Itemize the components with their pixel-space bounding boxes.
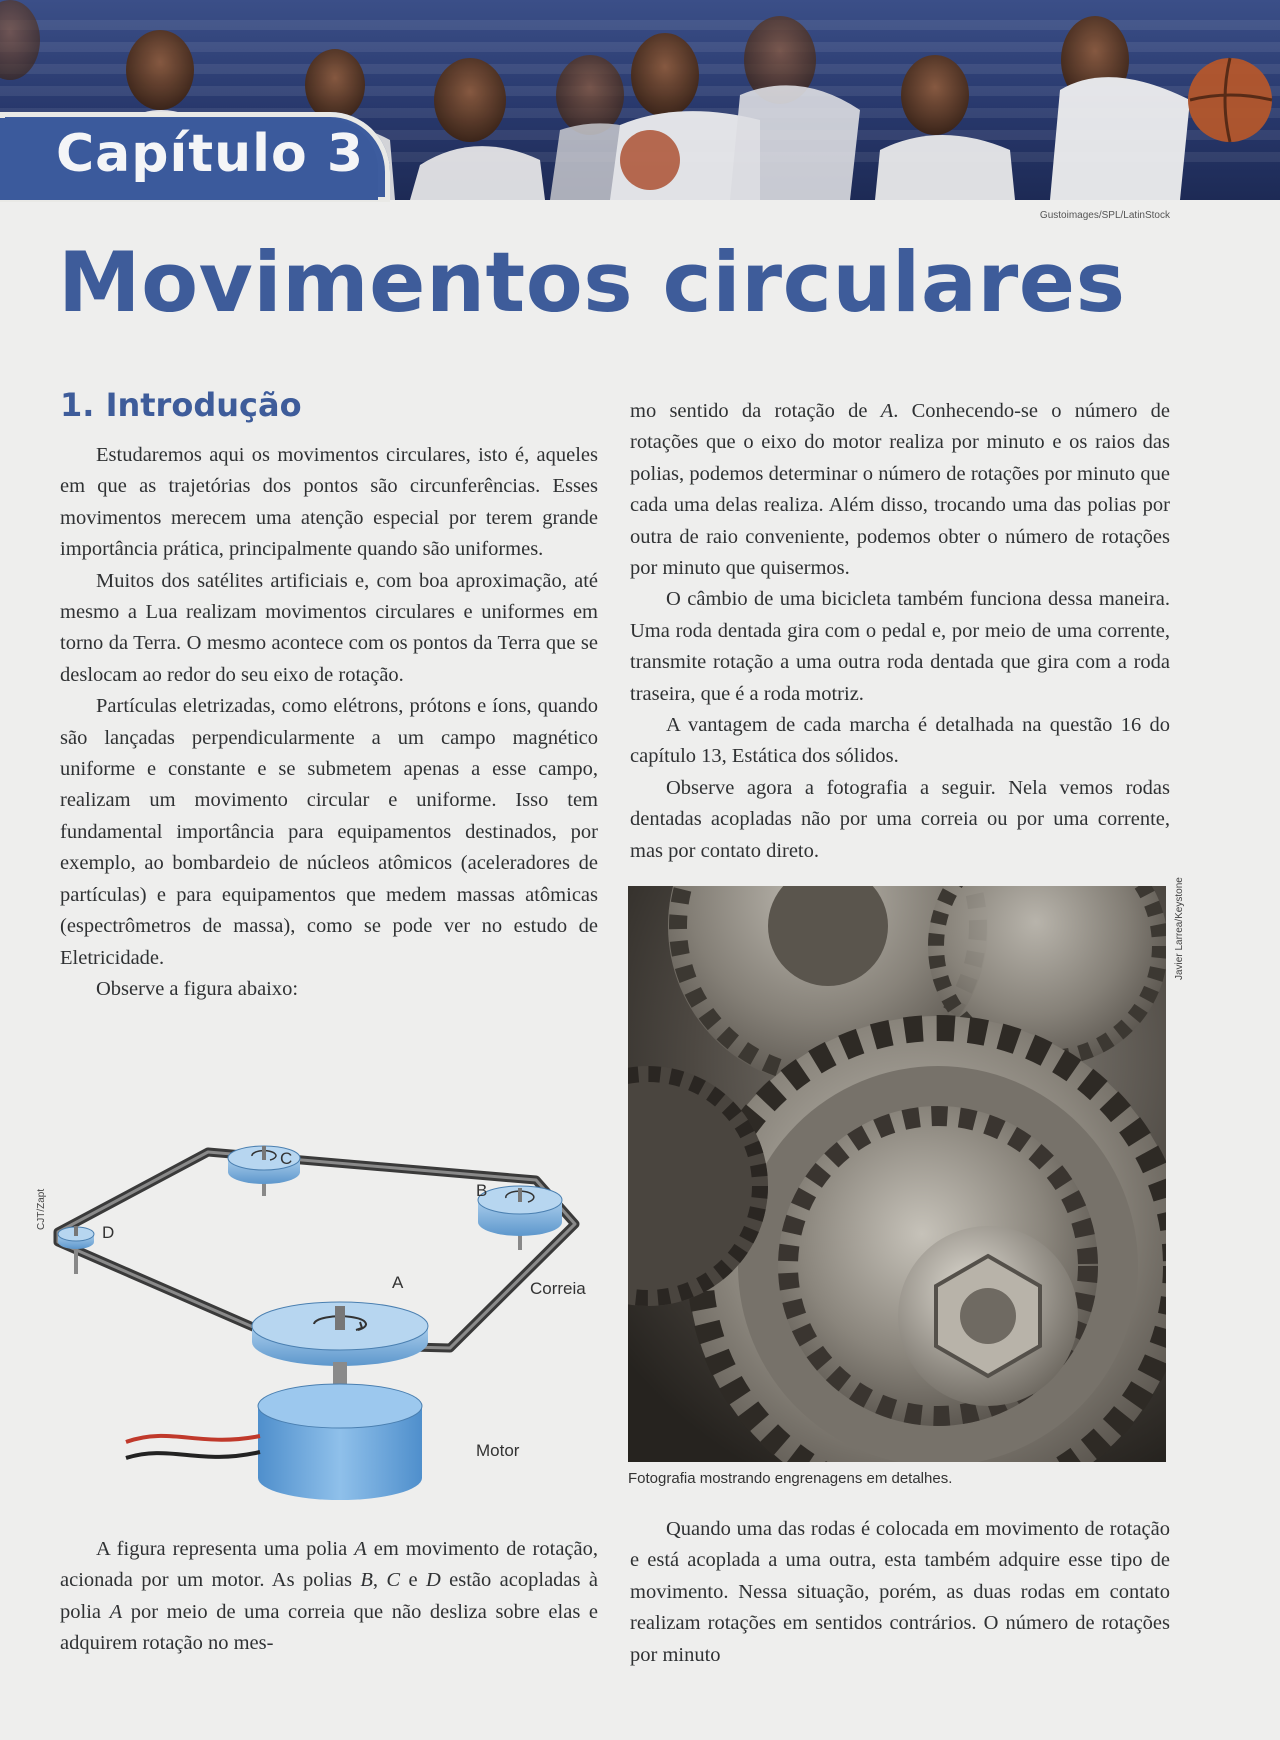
photo-caption: Fotografia mostrando engrenagens em detalhes. bbox=[628, 1470, 953, 1487]
pulley-d bbox=[58, 1226, 94, 1274]
paragraph: A figura representa uma polia A em movimento de rotação, acionada por um motor. As polias B, C e D estão acopladas à polia A por meio de uma correia que não desliza sobre elas e adquirem rotação no mes- bbox=[60, 1538, 599, 1655]
section-heading: 1. Introdução bbox=[60, 386, 302, 424]
pulley-b bbox=[478, 1186, 562, 1250]
label-a: A bbox=[392, 1273, 404, 1292]
paragraph: Observe a figura abaixo: bbox=[96, 977, 299, 1000]
paragraph: mo sentido da rotação de A. Conhecendo-se o número de rotações que o eixo do motor realiza por minuto e os raios das polias, podemos determinar o número de rotações por minuto que cada uma delas realiza. Além disso, trocando uma das polias por outra de raio conveniente, podemos obter o número de rotações por minuto que quisermos. bbox=[630, 400, 1170, 580]
header-photo-credit: Gustoimages/SPL/LatinStock bbox=[1039, 210, 1170, 221]
black-wire bbox=[126, 1452, 260, 1458]
paragraph: Quando uma das rodas é colocada em movimento de rotação e está acoplada a uma outra, esta também adquire esse tipo de movimento. Nessa situação, porém, as duas rodas em contato realizam rotações em sentidos contrários. O número de rotações por minuto bbox=[630, 1518, 1170, 1666]
left-column-text bbox=[60, 440, 598, 1005]
paragraph: Partículas eletrizadas, como elétrons, prótons e íons, quando são lançadas perpendicularmente a um campo magnético uniforme e constante e se submetem apenas a esse campo, realizam um movimento circular e uniforme. Isso tem fundamental importância para equipamentos destinados, por exemplo, ao bombardeio de núcleos atômicos (aceleradores de partículas) e para equipamentos que medem massas atômicas (espectrômetros de massa), como se pode ver no estudo de Eletricidade. bbox=[60, 695, 598, 969]
label-d: D bbox=[102, 1223, 115, 1242]
right-column-text bbox=[630, 396, 1170, 867]
chapter-label: Capítulo 3 bbox=[56, 124, 365, 184]
pulley-a bbox=[252, 1302, 428, 1366]
photo-credit: Javier Larrea/Keystone bbox=[1174, 877, 1185, 980]
paragraph: Estudaremos aqui os movimentos circulares, isto é, aqueles em que as trajetórias dos pontos são circunferências. Esses movimentos merecem uma atenção especial por terem grande importância prática, principalmente quando são uniformes. bbox=[60, 444, 598, 561]
paragraph: O câmbio de uma bicicleta também funciona dessa maneira. Uma roda dentada gira com o pedal e, por meio de uma corrente, transmite rotação a uma outra roda dentada que gira com a roda traseira, que é a roda motriz. bbox=[630, 588, 1170, 705]
gears-photo bbox=[628, 886, 1166, 1462]
label-c: C bbox=[280, 1149, 293, 1168]
label-b: B bbox=[476, 1181, 488, 1200]
motor bbox=[258, 1384, 422, 1500]
left-column-bottom-text bbox=[60, 1534, 598, 1660]
label-belt: Correia bbox=[530, 1279, 586, 1298]
paragraph: Observe agora a fotografia a seguir. Nela vemos rodas dentadas acopladas não por uma correia ou por uma corrente, mas por contato direto. bbox=[630, 776, 1170, 862]
right-column-bottom-text bbox=[630, 1514, 1170, 1671]
page-title: Movimentos circulares bbox=[58, 234, 1126, 331]
label-motor: Motor bbox=[476, 1441, 520, 1460]
paragraph: Muitos dos satélites artificiais e, com boa aproximação, até mesmo a Lua realizam movimentos circulares e uniformes em torno da Terra. O mesmo acontece com os pontos da Terra que se deslocam ao redor do seu eixo de rotação. bbox=[60, 569, 598, 686]
paragraph: A vantagem de cada marcha é detalhada na questão 16 do capítulo 13, Estática dos sólidos. bbox=[630, 714, 1170, 768]
pulley-diagram bbox=[30, 1130, 630, 1520]
red-wire bbox=[126, 1436, 260, 1442]
diagram-credit: CJT/Zapt bbox=[36, 1188, 47, 1230]
